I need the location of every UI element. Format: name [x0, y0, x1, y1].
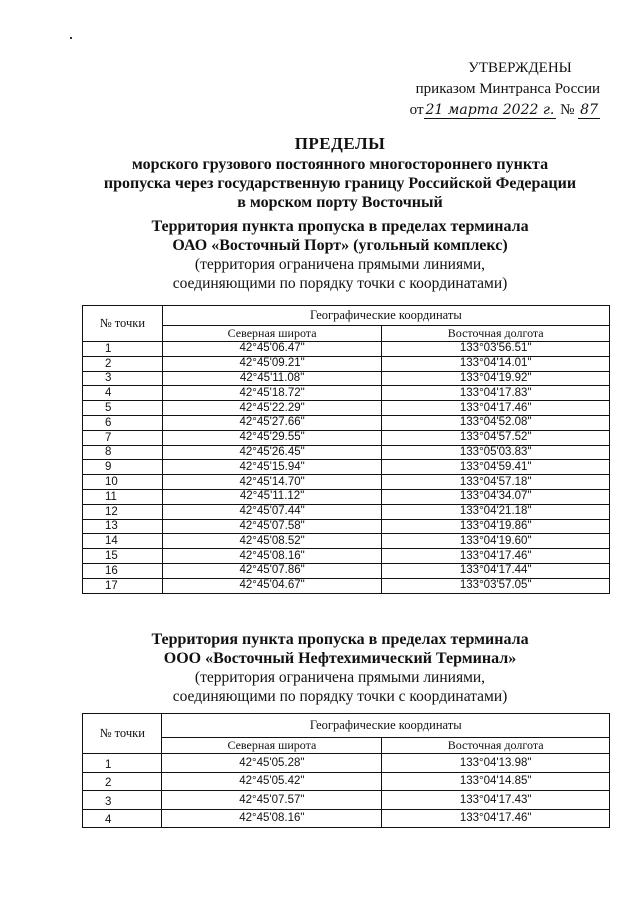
- heading-title: ПРЕДЕЛЫ: [294, 134, 386, 153]
- longitude-cell: 133°04'17.46": [382, 401, 610, 416]
- latitude-cell: 42°45'27.66": [162, 415, 382, 430]
- section-2-note-2: соединяющими по порядку точки с координатами): [172, 688, 508, 705]
- section-2-title-1: Территория пункта пропуска в пределах терминала: [151, 631, 529, 648]
- latitude-cell: 42°45'29.55": [162, 430, 382, 445]
- table-row: [83, 504, 610, 519]
- latitude-cell: 42°45'11.08": [162, 371, 382, 386]
- section-2-title-2: ООО «Восточный Нефтехимический Терминал»: [163, 650, 517, 667]
- table-row: [83, 578, 610, 593]
- longitude-cell: 133°03'57.05": [382, 578, 610, 593]
- point-number: 14: [83, 534, 163, 549]
- point-number: 2: [83, 772, 162, 791]
- point-number: 7: [83, 430, 163, 445]
- table-row: [83, 430, 610, 445]
- table-row: [83, 356, 610, 371]
- section-2-heading: [60, 630, 620, 706]
- point-number: 13: [83, 519, 163, 534]
- latitude-cell: 42°45'09.21": [162, 356, 382, 371]
- longitude-cell: 133°04'17.43": [382, 791, 610, 810]
- heading-line-2: пропуска через государственную границу Российской Федерации: [103, 175, 577, 192]
- longitude-cell: 133°04'34.07": [382, 489, 610, 504]
- table-row: [83, 445, 610, 460]
- longitude-cell: 133°04'21.18": [382, 504, 610, 519]
- approval-title: УТВЕРЖДЕНЫ: [468, 60, 572, 76]
- latitude-cell: 42°45'15.94": [162, 460, 382, 475]
- point-number: 2: [83, 356, 163, 371]
- scan-speck: [70, 37, 72, 39]
- table-row: [83, 519, 610, 534]
- approval-date-line: [400, 100, 600, 121]
- handwritten-number: 87: [580, 102, 598, 118]
- point-number: 1: [83, 342, 163, 357]
- longitude-cell: 133°04'19.86": [382, 519, 610, 534]
- point-number: 8: [83, 445, 163, 460]
- table-row: [83, 772, 610, 791]
- section-2-note-1: (территория ограничена прямыми линиями,: [194, 669, 486, 686]
- section-1-note-2: соединяющими по порядку точки с координатами): [172, 275, 508, 292]
- latitude-cell: 42°45'07.86": [162, 563, 382, 578]
- latitude-cell: 42°45'08.16": [162, 549, 382, 564]
- point-number: 9: [83, 460, 163, 475]
- approval-order-line: приказом Минтранса России: [415, 81, 600, 97]
- table-row: [83, 791, 610, 810]
- longitude-cell: 133°04'14.85": [382, 772, 610, 791]
- point-number: 5: [83, 401, 163, 416]
- latitude-cell: 42°45'14.70": [162, 475, 382, 490]
- longitude-cell: 133°04'17.44": [382, 563, 610, 578]
- point-number: 15: [83, 549, 163, 564]
- longitude-header: Восточная долгота: [382, 738, 610, 754]
- latitude-cell: 42°45'04.67": [162, 578, 382, 593]
- longitude-header: Восточная долгота: [382, 326, 610, 342]
- heading-line-1: морского грузового постоянного многостороннего пункта: [131, 156, 549, 173]
- heading-line-3: в морском порту Восточный: [237, 194, 443, 211]
- point-number: 3: [83, 371, 163, 386]
- latitude-cell: 42°45'08.16": [162, 809, 382, 828]
- point-number: 1: [83, 754, 162, 773]
- point-column-header: № точки: [83, 714, 162, 754]
- latitude-cell: 42°45'18.72": [162, 386, 382, 401]
- table-row: [83, 460, 610, 475]
- point-number: 3: [83, 791, 162, 810]
- point-number: 11: [83, 489, 163, 504]
- longitude-cell: 133°04'52.08": [382, 415, 610, 430]
- document-heading: [60, 134, 620, 212]
- handwritten-date: 21 марта 2022 г.: [425, 102, 555, 118]
- latitude-cell: 42°45'07.57": [162, 791, 382, 810]
- latitude-cell: 42°45'11.12": [162, 489, 382, 504]
- section-1-title-1: Территория пункта пропуска в пределах терминала: [151, 218, 529, 235]
- table-row: [83, 534, 610, 549]
- point-number: 6: [83, 415, 163, 430]
- longitude-cell: 133°04'13.98": [382, 754, 610, 773]
- point-number: 10: [83, 475, 163, 490]
- section-1-heading: [60, 217, 620, 293]
- latitude-cell: 42°45'06.47": [162, 342, 382, 357]
- longitude-cell: 133°04'17.46": [382, 549, 610, 564]
- coordinates-table-1: [82, 305, 610, 594]
- section-1-title-2: ОАО «Восточный Порт» (угольный комплекс): [172, 237, 508, 254]
- section-1-note-1: (территория ограничена прямыми линиями,: [194, 256, 486, 273]
- longitude-cell: 133°04'17.46": [382, 809, 610, 828]
- point-number: 4: [83, 809, 162, 828]
- date-prefix: от: [409, 102, 424, 118]
- longitude-cell: 133°04'17.83": [382, 386, 610, 401]
- coordinates-table-2: [82, 713, 610, 828]
- latitude-cell: 42°45'08.52": [162, 534, 382, 549]
- point-number: 12: [83, 504, 163, 519]
- point-column-header: № точки: [83, 306, 163, 342]
- point-number: 4: [83, 386, 163, 401]
- number-prefix: №: [560, 102, 575, 118]
- latitude-cell: 42°45'07.44": [162, 504, 382, 519]
- latitude-cell: 42°45'05.42": [162, 772, 382, 791]
- table-row: [83, 415, 610, 430]
- table-row: [83, 386, 610, 401]
- latitude-cell: 42°45'22.29": [162, 401, 382, 416]
- longitude-cell: 133°03'56.51": [382, 342, 610, 357]
- table-row: [83, 371, 610, 386]
- geo-header: Географические координаты: [162, 714, 610, 738]
- table-row: [83, 549, 610, 564]
- longitude-cell: 133°04'57.52": [382, 430, 610, 445]
- longitude-cell: 133°04'14.01": [382, 356, 610, 371]
- table-row: [83, 809, 610, 828]
- table-row: [83, 475, 610, 490]
- longitude-cell: 133°04'19.60": [382, 534, 610, 549]
- latitude-header: Северная широта: [162, 326, 382, 342]
- approval-stamp: [400, 58, 600, 121]
- longitude-cell: 133°05'03.83": [382, 445, 610, 460]
- geo-header: Географические координаты: [162, 306, 609, 326]
- table-row: [83, 342, 610, 357]
- point-number: 17: [83, 578, 163, 593]
- table-row: [83, 563, 610, 578]
- latitude-cell: 42°45'07.58": [162, 519, 382, 534]
- longitude-cell: 133°04'59.41": [382, 460, 610, 475]
- longitude-cell: 133°04'19.92": [382, 371, 610, 386]
- latitude-header: Северная широта: [162, 738, 382, 754]
- longitude-cell: 133°04'57.18": [382, 475, 610, 490]
- table-row: [83, 489, 610, 504]
- table-row: [83, 401, 610, 416]
- latitude-cell: 42°45'26.45": [162, 445, 382, 460]
- point-number: 16: [83, 563, 163, 578]
- table-row: [83, 754, 610, 773]
- latitude-cell: 42°45'05.28": [162, 754, 382, 773]
